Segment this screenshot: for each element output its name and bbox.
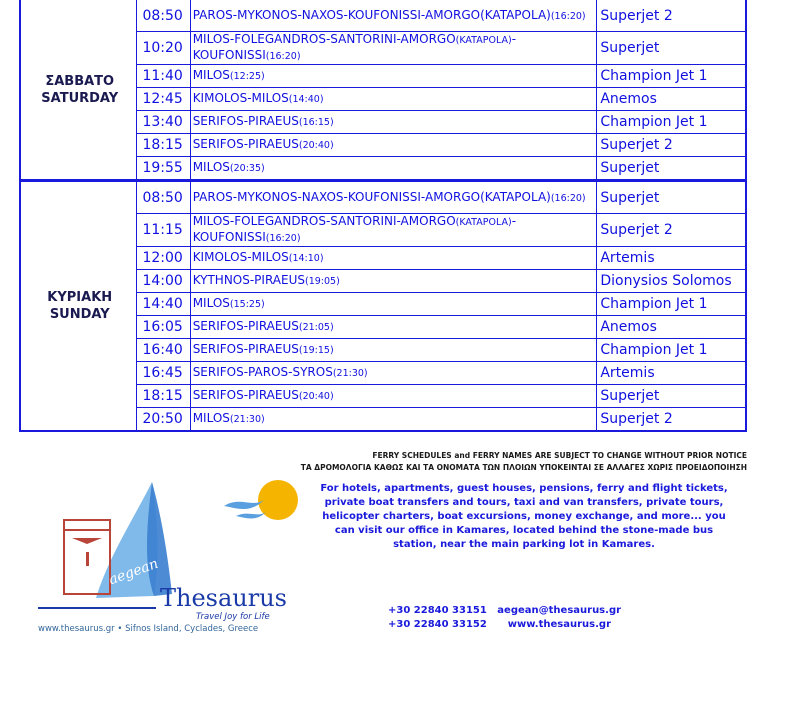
email-link[interactable]: aegean@thesaurus.gr xyxy=(497,605,622,616)
day-name-english: SATURDAY xyxy=(41,90,119,106)
route-cell xyxy=(190,157,597,181)
route-cell xyxy=(190,88,597,111)
ship-name: Champion Jet 1 xyxy=(597,339,746,362)
route-cell xyxy=(190,181,597,214)
arrival-time: (14:40) xyxy=(288,94,324,105)
departure-time: 10:20 xyxy=(137,32,190,65)
arrival-time: (21:05) xyxy=(298,322,334,333)
route-destinations: SERIFOS-PIRAEUS xyxy=(192,137,299,151)
route-cell xyxy=(190,65,597,88)
route-cell xyxy=(190,247,597,270)
route-destinations: SERIFOS-PIRAEUS xyxy=(192,388,299,402)
ship-name: Superjet 2 xyxy=(597,214,746,247)
departure-time: 18:15 xyxy=(137,385,190,408)
arrival-time: (20:35) xyxy=(229,163,265,174)
arrival-time: (16:20) xyxy=(550,192,586,204)
day-label-sunday xyxy=(20,181,137,432)
logo-tagline: Travel Joy for Life xyxy=(196,612,270,622)
departure-time: 13:40 xyxy=(137,111,190,134)
arrival-time: (15:25) xyxy=(229,299,265,310)
logo-url-line: www.thesaurus.gr • Sifnos Island, Cyclades, Greece xyxy=(38,624,259,634)
ship-name: Champion Jet 1 xyxy=(597,65,746,88)
notice-greek: ΤΑ ΔΡΟΜΟΛΟΓΙΑ ΚΑΘΩΣ ΚΑΙ ΤΑ ΟΝΟΜΑΤΑ ΤΩΝ ΠΛΟΙΩΝ ΥΠΟΚΕΙΝΤΑΙ ΣΕ ΑΛΛΑΓΕΣ ΧΩΡΙΣ ΠΡΟΕΙΔΟΠΟΙΗΣΗ xyxy=(300,463,747,472)
route-cell xyxy=(190,408,597,432)
arrival-time: (14:10) xyxy=(288,253,324,264)
arrival-time: (16:20) xyxy=(265,51,301,62)
route-cell xyxy=(190,0,597,32)
departure-time: 11:15 xyxy=(137,214,190,247)
ship-name: Artemis xyxy=(597,247,746,270)
route-destinations: MILOS xyxy=(192,160,230,174)
route-cell xyxy=(190,316,597,339)
departure-time: 08:50 xyxy=(137,0,190,32)
ship-name: Superjet 2 xyxy=(597,0,746,32)
logo-script-text: aegean xyxy=(106,555,161,589)
departure-time: 14:40 xyxy=(137,293,190,316)
arrival-time: (12:25) xyxy=(229,71,265,82)
route-cell xyxy=(190,385,597,408)
ship-name: Superjet 2 xyxy=(597,134,746,157)
contact-block xyxy=(388,604,621,632)
route-destinations: KIMOLOS-MILOS xyxy=(192,91,289,105)
route-destinations: PAROS-MYKONOS-NAXOS-KOUFONISSI-AMORGO(KATAPOLA) xyxy=(192,189,551,204)
schedule-row xyxy=(20,181,746,214)
ship-name: Anemos xyxy=(597,88,746,111)
ship-name: Superjet 2 xyxy=(597,408,746,432)
day-name-greek: ΣΑΒΒΑΤΟ xyxy=(45,73,115,89)
departure-time: 12:00 xyxy=(137,247,190,270)
route-destinations: MILOS-FOLEGANDROS-SANTORINI-AMORGO xyxy=(192,32,456,46)
route-destinations: MILOS xyxy=(192,411,230,425)
ship-name: Superjet xyxy=(597,181,746,214)
arrival-time: (16:20) xyxy=(550,10,586,22)
departure-time: 19:55 xyxy=(137,157,190,181)
departure-time: 11:40 xyxy=(137,65,190,88)
phone-2[interactable]: +30 22840 33152 xyxy=(388,619,487,630)
arrival-time: (19:05) xyxy=(305,276,340,287)
ship-name: Superjet xyxy=(597,32,746,65)
arrival-time: (20:40) xyxy=(298,140,334,151)
arrival-time: (16:15) xyxy=(298,117,334,128)
day-label-saturday xyxy=(20,0,137,181)
arrival-time: (16:20) xyxy=(265,233,301,244)
logo-brand-text: Thesaurus xyxy=(160,584,287,612)
ship-name: Superjet xyxy=(597,157,746,181)
ferry-schedule-table xyxy=(19,0,747,432)
ship-name: Artemis xyxy=(597,362,746,385)
route-port-note: (KATAPOLA) xyxy=(455,217,512,228)
route-destinations-cont: -KOUFONISSI xyxy=(192,32,517,62)
arrival-time: (21:30) xyxy=(332,368,368,379)
departure-time: 12:45 xyxy=(137,88,190,111)
route-destinations: SERIFOS-PIRAEUS xyxy=(192,319,299,333)
day-name-english: SUNDAY xyxy=(49,307,110,322)
route-port-note: (KATAPOLA) xyxy=(455,35,512,46)
departure-time: 16:45 xyxy=(137,362,190,385)
schedule-row xyxy=(20,0,746,32)
route-cell xyxy=(190,214,597,247)
departure-time: 08:50 xyxy=(137,181,190,214)
website-link[interactable]: www.thesaurus.gr xyxy=(507,619,612,630)
route-destinations: PAROS-MYKONOS-NAXOS-KOUFONISSI-AMORGO(KATAPOLA) xyxy=(192,7,551,22)
route-destinations-cont: -KOUFONISSI xyxy=(192,214,517,244)
route-cell xyxy=(190,362,597,385)
route-cell xyxy=(190,111,597,134)
arrival-time: (20:40) xyxy=(298,391,334,402)
arrival-time: (19:15) xyxy=(298,345,334,356)
ship-name: Champion Jet 1 xyxy=(597,111,746,134)
day-name-greek: ΚΥΡΙΑΚΗ xyxy=(47,290,113,305)
departure-time: 16:05 xyxy=(137,316,190,339)
ship-name: Anemos xyxy=(597,316,746,339)
ship-name: Dionysios Solomos xyxy=(597,270,746,293)
departure-time: 14:00 xyxy=(137,270,190,293)
arrival-time: (21:30) xyxy=(229,414,265,425)
route-destinations: SERIFOS-PAROS-SYROS xyxy=(192,365,333,379)
office-info-text: For hotels, apartments, guest houses, pensions, ferry and flight tickets, private boat transfers and tours, taxi and van transfers, private tours, helicopter charters, boat excursions, money exchange, and more... you can visit our office in Kamares, located behind the stone-made bus station, near the main parking lot in Kamares. xyxy=(320,483,728,550)
route-destinations: MILOS xyxy=(192,296,230,310)
notice-english: FERRY SCHEDULES and FERRY NAMES ARE SUBJECT TO CHANGE WITHOUT PRIOR NOTICE xyxy=(372,451,747,460)
route-destinations: KYTHNOS-PIRAEUS xyxy=(192,273,305,287)
route-destinations: SERIFOS-PIRAEUS xyxy=(192,342,299,356)
route-destinations: SERIFOS-PIRAEUS xyxy=(192,114,299,128)
ship-name: Superjet xyxy=(597,385,746,408)
route-destinations: MILOS xyxy=(192,68,230,82)
departure-time: 20:50 xyxy=(137,408,190,432)
route-cell xyxy=(190,339,597,362)
route-cell xyxy=(190,32,597,65)
departure-time: 18:15 xyxy=(137,134,190,157)
ship-name: Champion Jet 1 xyxy=(597,293,746,316)
departure-time: 16:40 xyxy=(137,339,190,362)
route-cell xyxy=(190,270,597,293)
route-destinations: MILOS-FOLEGANDROS-SANTORINI-AMORGO xyxy=(192,214,456,228)
route-cell xyxy=(190,293,597,316)
route-destinations: KIMOLOS-MILOS xyxy=(192,250,289,264)
phone-1[interactable]: +30 22840 33151 xyxy=(388,605,487,616)
route-cell xyxy=(190,134,597,157)
